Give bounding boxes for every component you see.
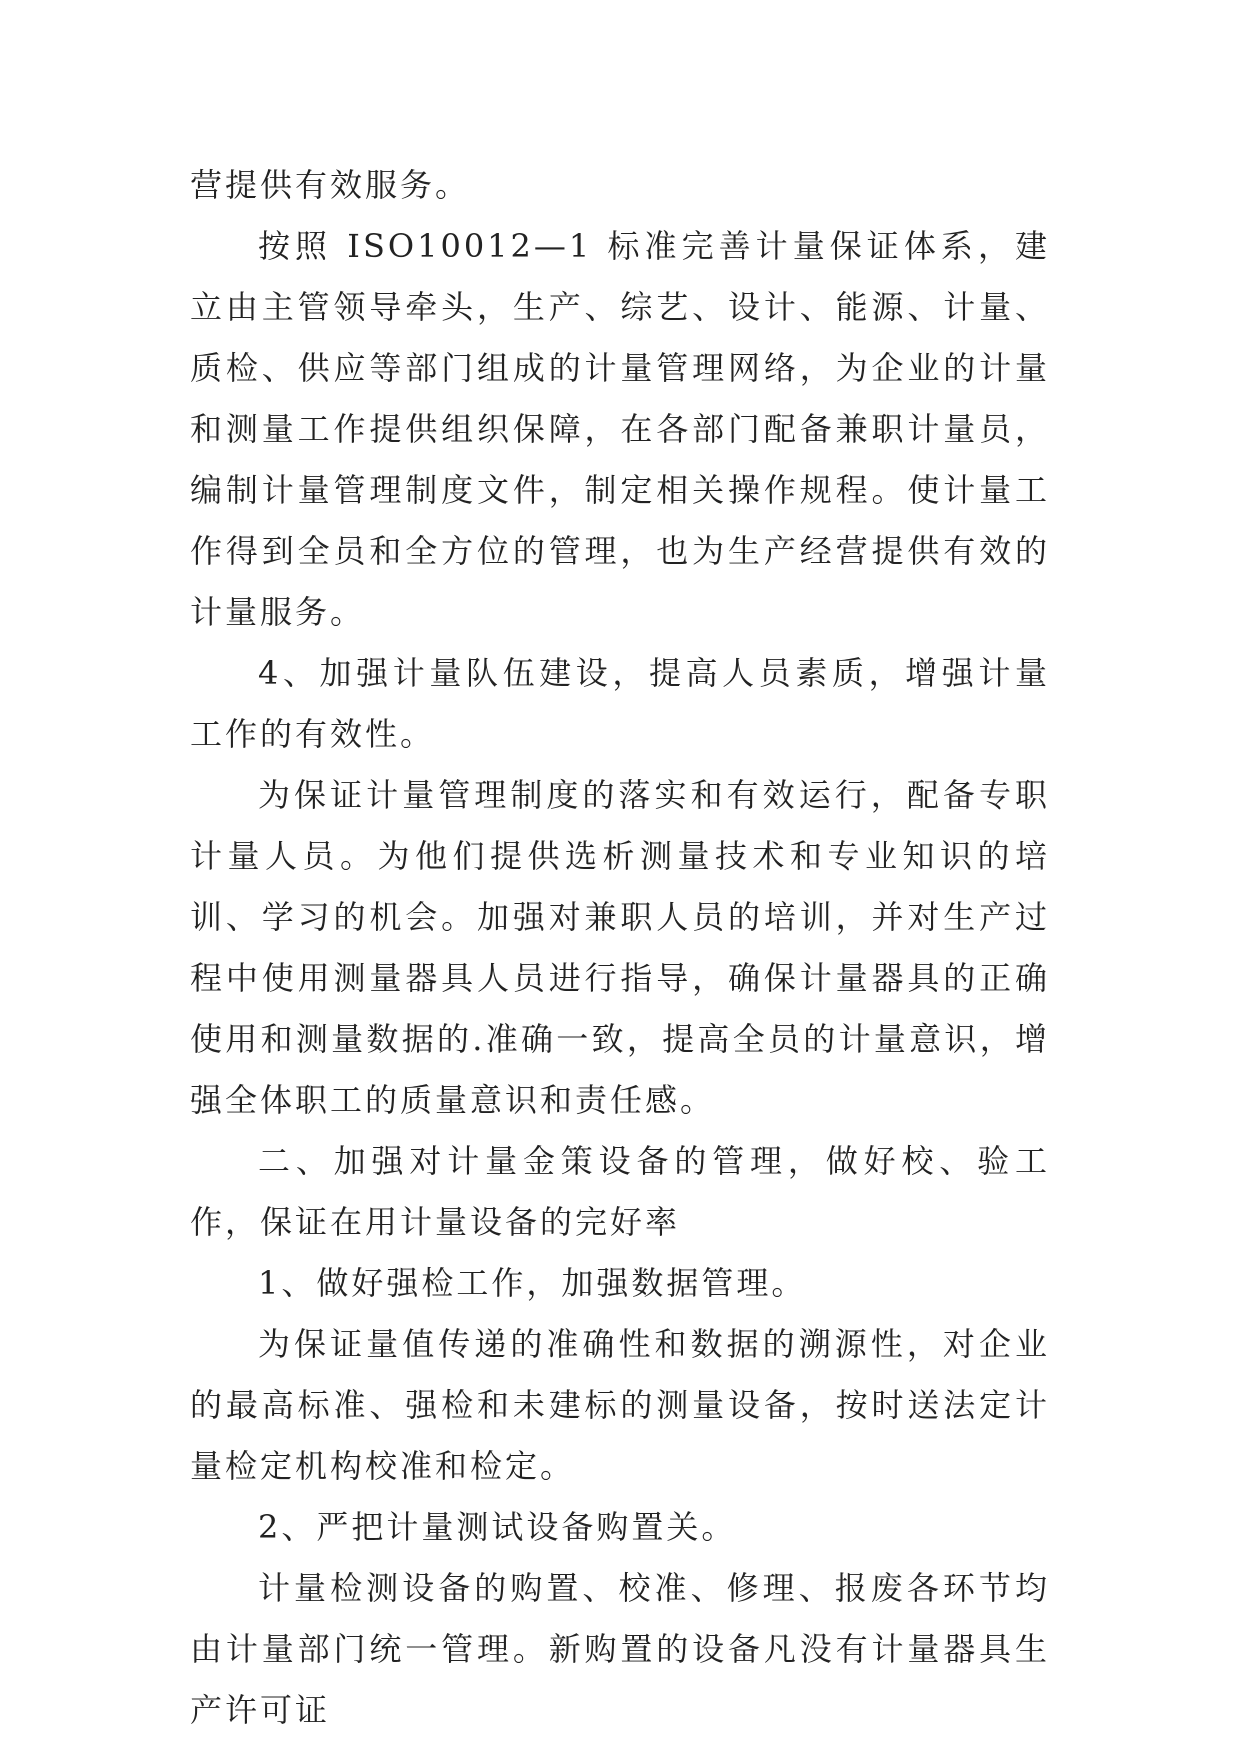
paragraph-iso-system: 按照 ISO10012—1 标准完善计量保证体系，建立由主管领导牵头，生产、综艺、设计、能源、计量、质检、供应等部门组成的计量管理网络，为企业的计量和测量工作提供组织保障，在各部门配备兼职计量员，编制计量管理制度文件，制定相关操作规程。使计量工作得到全员和全方位的管理，也为生产经营提供有效的计量服务。 bbox=[190, 227, 1050, 631]
paragraph-purchasing: 计量检测设备的购置、校准、修理、报废各环节均由计量部门统一管理。新购置的设备凡没有计量器具生产许可证 bbox=[190, 1569, 1050, 1729]
paragraph-heading-4: 4、加强计量队伍建设，提高人员素质，增强计量工作的有效性。 bbox=[190, 654, 1050, 753]
paragraph-heading-2: 2、严把计量测试设备购置关。 bbox=[258, 1508, 737, 1546]
document-body bbox=[190, 155, 1050, 1741]
paragraph-staff-training: 为保证计量管理制度的落实和有效运行，配备专职计量人员。为他们提供选析测量技术和专业知识的培训、学习的机会。加强对兼职人员的培训，并对生产过程中使用测量器具人员进行指导，确保计量器具的正确使用和测量数据的.准确一致，提高全员的计量意识，增强全体职工的质量意识和责任感。 bbox=[190, 776, 1050, 1119]
paragraph-heading-1: 1、做好强检工作，加强数据管理。 bbox=[258, 1264, 807, 1302]
paragraph-section-2-heading: 二、加强对计量金策设备的管理，做好校、验工作，保证在用计量设备的完好率 bbox=[190, 1142, 1050, 1241]
paragraph-continuation: 营提供有效服务。 bbox=[190, 166, 471, 204]
paragraph-traceability: 为保证量值传递的准确性和数据的溯源性，对企业的最高标准、强检和未建标的测量设备，按时送法定计量检定机构校准和检定。 bbox=[190, 1325, 1050, 1485]
